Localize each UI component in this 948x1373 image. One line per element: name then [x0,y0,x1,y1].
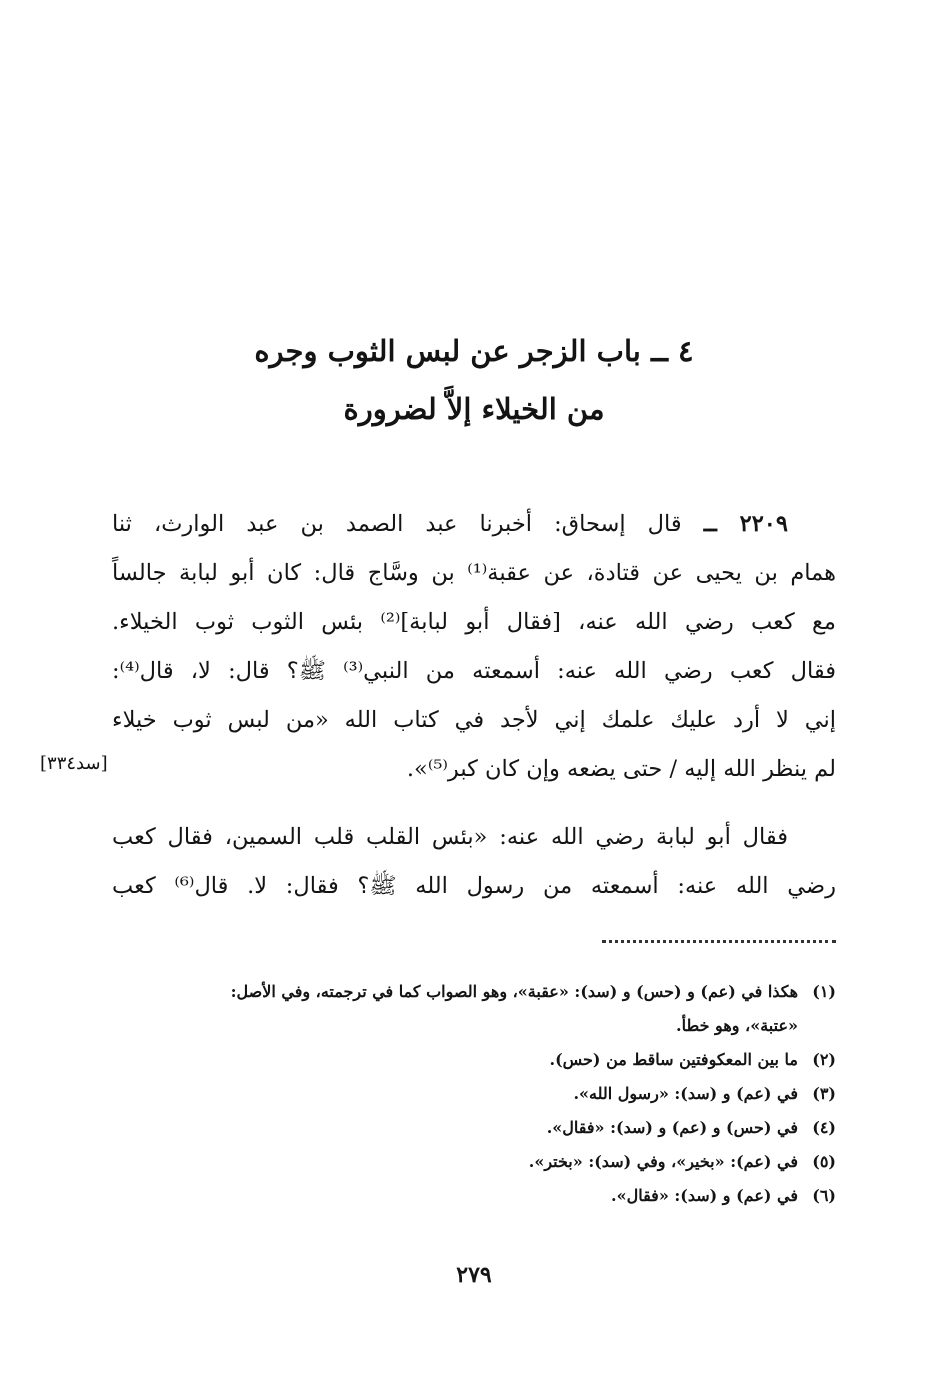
hadith-line-3: مع كعب رضي الله عنه، [فقال أبو لبابة]⁽²⁾ بئس الثوب ثوب الخيلاء. [112,609,836,635]
footnote-3 [112,1077,836,1111]
paragraph-2-line-1: فقال أبو لبابة رضي الله عنه: «بئس القلب قلب السمين، فقال كعب [112,824,788,850]
manuscript-margin-reference: [سد٣٣٤] [40,753,108,774]
hadith-line-1 [112,500,836,549]
footnotes [112,975,836,1213]
footnote-6 [112,1179,836,1213]
hadith-paragraph-1 [112,500,836,794]
chapter-title [120,322,828,438]
hadith-number: ٢٢٠٩ ــ [703,511,788,537]
hadith-line-6: لم ينظر الله إليه / حتى يضعه وإن كان كبر⁽⁵⁾». [406,756,836,782]
footnote-text: ما بين المعكوفتين ساقط من (حس). [549,1050,798,1069]
footnote-text: في (عم) و (سد): «فقال». [611,1186,798,1205]
hadith-line-5: إني لا أرد عليك علمك إني لأجد في كتاب الله «من لبس ثوب خيلاء [112,707,836,733]
footnote-text: في (حس) و (عم) و (سد): «فقال». [546,1118,798,1137]
footnote-number: (٤) [812,1118,836,1137]
footnote-number: (٥) [812,1152,836,1171]
hadith-line-4: فقال كعب رضي الله عنه: أسمعته من النبي⁽³⁾ ﷺ؟ قال: لا، قال⁽⁴⁾: [112,658,837,684]
footnote-number: (٦) [812,1186,836,1205]
footnote-5 [112,1145,836,1179]
footnote-2 [112,1043,836,1077]
page-number: ٢٧٩ [456,1262,492,1288]
footnote-1 [112,975,836,1009]
chapter-title-line-1: ٤ ــ باب الزجر عن لبس الثوب وجره [254,334,694,368]
footnote-text: في (عم): «بخير»، وفي (سد): «بختر». [528,1152,798,1171]
footnote-4 [112,1111,836,1145]
footnote-text: هكذا في (عم) و (حس) و (سد): «عقبة»، وهو الصواب كما في ترجمته، وفي الأصل: [230,982,798,1001]
footnote-number: (٢) [812,1050,836,1069]
footnote-separator [602,940,836,949]
chapter-title-line-2: من الخيلاء إلاَّ لضرورة [343,392,605,426]
footnote-text: في (عم) و (سد): «رسول الله». [573,1084,798,1103]
footnote-1-continuation: «عتبة»، وهو خطأ. [676,1016,798,1035]
hadith-paragraph-2 [112,813,836,911]
hadith-line-1-text: قال إسحاق: أخبرنا عبد الصمد بن عبد الوارث، ثنا [112,511,682,537]
footnote-number: (١) [812,982,836,1001]
footnote-number: (٣) [812,1084,836,1103]
hadith-line-2: همام بن يحيى عن قتادة، عن عقبة⁽¹⁾ بن وسَّاج قال: كان أبو لبابة جالساً [112,560,836,586]
paragraph-2-line-2: رضي الله عنه: أسمعته من رسول الله ﷺ؟ فقال: لا. قال⁽⁶⁾ كعب [112,873,836,899]
